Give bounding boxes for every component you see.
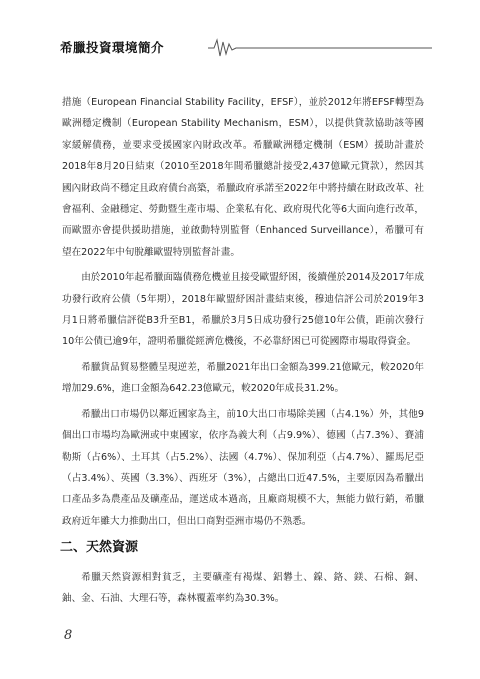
- paragraph: 由於2010年起希臘面臨債務危機並且接受歐盟紓困，後續僅於2014及2017年成功發行政府公債（5年期），2018年歐盟紓困計畫結束後，穆迪信評公司於2019年3月1日將希臘信評從B3升至B1，希臘於3月5日成功發行25億10年公債，距前次發行10年公債已逾9年，證明希臘從經濟危機後，不必靠紓困已可從國際市場取得資金。: [62, 272, 424, 348]
- body-text: [62, 92, 424, 532]
- paragraph: 希臘出口市場仍以鄰近國家為主，前10大出口市場除美國（占4.1%）外，其他9個出口市場均為歐洲或中東國家，依序為義大利（占9.9%）、德國（占7.3%）、賽浦勒斯（占6%）、土耳其（占5.2%）、法國（4.7%）、保加利亞（占4.7%）、羅馬尼亞（占3.4%）、英國（3.3%）、西班牙（3%），占總出口近47.5%，主要原因為希臘出口產品多為農產品及礦產品，運送成本過高，且廠商規模不大，無能力做行銷，希臘政府近年雖大力推動出口，但出口商對亞洲市場仍不熟悉。: [62, 408, 424, 527]
- page-number: 8: [64, 628, 73, 643]
- header-title: 希臘投資環境簡介: [60, 40, 165, 55]
- running-header: [60, 36, 432, 60]
- section-heading: 二、天然資源: [60, 540, 139, 555]
- header-wave-rule: [208, 36, 432, 60]
- paragraph: 措施（European Financial Stability Facility，EFSF），並於2012年將EFSF轉型為歐洲穩定機制（European Stability Mechanism，ESM），以提供貸款協助該等國家緩解債務，並要求受援國家內財政改革。希臘歐洲穩定機制（ESM）援助計畫於2018年8月20日結束（2010至2018年間希臘總計接受2,437億歐元貸款），然因其國內財政尚不穩定且政府債台高築，希臘政府承諾至2022年中將持續在財政改革、社會福利、金融穩定、勞動暨生產市場、企業私有化、政府現代化等6大面向進行改革，而歐盟亦會提供援助措施，並啟動特別監督（Enhanced Surveillance），希臘可有望在2022年中旬脫離歐盟特別監督計畫。: [62, 97, 424, 258]
- paragraph: 希臘天然資源相對貧乏，主要礦產有褐煤、鋁礬土、鎳、鉻、鎂、石棉、銅、鈾、金、石油、大理石等，森林覆蓋率約為30.3%。: [62, 572, 424, 605]
- paragraph: 希臘貨品貿易整體呈現逆差，希臘2021年出口金額為399.21億歐元，較2020年增加29.6%，進口金額為642.23億歐元，較2020年成長31.2%。: [62, 361, 424, 395]
